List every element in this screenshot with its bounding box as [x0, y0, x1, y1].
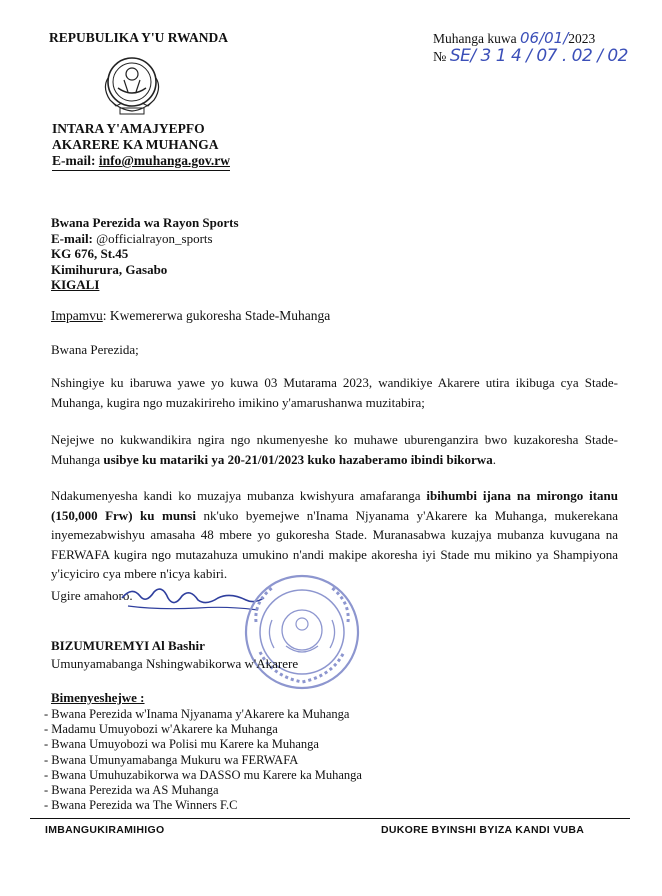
official-stamp [242, 572, 362, 692]
recipient-block [51, 215, 239, 293]
date-year: 2023 [568, 31, 596, 46]
date-place: Muhanga kuwa [433, 31, 517, 46]
ref-prefix: № [433, 50, 447, 65]
district-email-line [52, 153, 230, 171]
date-line [433, 29, 595, 47]
footer-left-motto: IMBANGUKIRAMIHIGO [45, 824, 165, 836]
paragraph-2-emphasis: usibye ku matariki ya 20-21/01/2023 kuko hazaberamo ibindi bikorwa [103, 451, 493, 467]
closing: Ugire amahoro. [51, 588, 133, 603]
republic-name: REPUBULIKA Y'U RWANDA [49, 30, 229, 45]
stamp-icon [242, 572, 362, 692]
ref-handwritten: SE/ 3 1 4 / 07 . 02 / 02 [449, 46, 628, 66]
cc-item: - Bwana Umuhuzabikorwa wa DASSO mu Karere ka Muhanga [44, 767, 362, 782]
paragraph-3-emphasis: ibihumbi ijana na mirongo itanu (150,000 Frw) ku munsi [51, 488, 618, 523]
cc-list [44, 707, 362, 813]
signatory-title: Umunyamabanga Nshingwabikorwa w'Akarere [51, 656, 299, 671]
coat-of-arms-icon [96, 48, 168, 118]
cc-label: Bimenyeshejwe : [51, 690, 145, 705]
paragraph-3: Ndakumenyesha kandi ko muzajya mubanza kwishyura amafaranga ibihumbi ijana na mirongo itanu (150,000 Frw) ku munsi nk'uko byemejwe n'Inama Njyanama y'Akarere ka Muhanga, mukerekana inyemezabwishyu amasaha 48 mbere yo gukoresha Stade. Muranasabwa kuzajya mubanza kuvugana na FERWAFA kugira ngo mutazahuza umukino n'andi makipe akoresha iyi Stade mu mikino ya Shampiyona y'icyiciro cya mbere n'icya kabiri. [51, 488, 618, 581]
subject-text: : Kwemererwa gukoresha Stade-Muhanga [102, 308, 331, 323]
recipient-district: Kimihurura, Gasabo [51, 261, 168, 277]
salutation: Bwana Perezida; [51, 342, 139, 357]
date-handwritten: 06/01/ [519, 29, 569, 47]
subject-label: Impamvu [51, 308, 103, 323]
recipient-email: E-mail: @officialrayon_sports [51, 230, 213, 246]
signatory-name: BIZUMUREMYI Al Bashir [51, 638, 205, 653]
district-name: AKARERE KA MUHANGA [52, 137, 219, 152]
footer-right-motto: DUKORE BYINSHI BYIZA KANDI VUBA [381, 824, 585, 836]
paragraph-2: Nejejwe no kukwandikira ngira ngo nkumenyeshe ko muhawe uburenganzira bwo kuzakoresha Stade-Muhanga usibye ku matariki ya 20-21/01/2023 kuko hazaberamo ibindi bikorwa. [51, 432, 618, 467]
reference-line [433, 46, 628, 66]
cc-item: - Bwana Perezida wa AS Muhanga [44, 783, 219, 798]
subject-line [51, 308, 330, 324]
cc-item: - Madamu Umuyobozi w'Akarere ka Muhanga [44, 722, 278, 737]
cc-item: - Bwana Perezida wa The Winners F.C [44, 798, 238, 813]
coat-of-arms-emblem [96, 48, 168, 118]
paragraph-1: Nshingiye ku ibaruwa yawe yo kuwa 03 Mutarama 2023, wandikiye Akarere utira ikibuga cya Stade-Muhanga, kugira ngo muzakirireho imikino y'amarushanwa muzitabira; [51, 375, 618, 410]
province-name: INTARA Y'AMAJYEPFO [52, 121, 205, 136]
recipient-title: Bwana Perezida wa Rayon Sports [51, 215, 239, 230]
cc-item: - Bwana Perezida w'Inama Njyanama y'Akarere ka Muhanga [44, 707, 350, 721]
recipient-city: KIGALI [51, 277, 100, 292]
district-email-link[interactable]: info@muhanga.gov.rw [98, 153, 230, 168]
footer-rule [30, 818, 630, 819]
recipient-address: KG 676, St.45 [51, 246, 129, 261]
cc-item: - Bwana Umunyamabanga Mukuru wa FERWAFA [44, 752, 299, 767]
email-label: E-mail: [52, 153, 99, 168]
cc-item: - Bwana Umuyobozi wa Polisi mu Karere ka Muhanga [44, 737, 319, 752]
